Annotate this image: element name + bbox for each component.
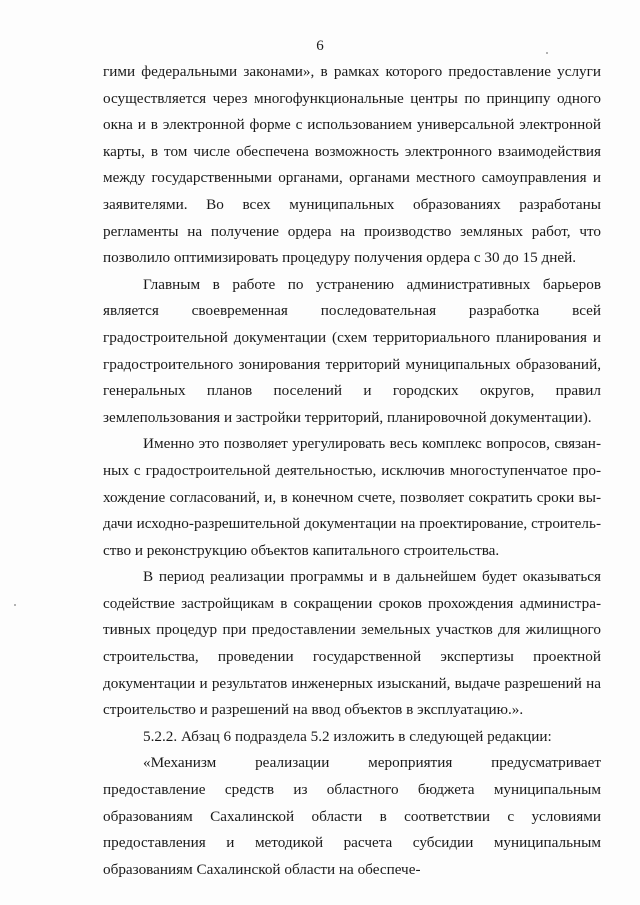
paragraph: Главным в работе по устранению административных барьеров является своевременная последовательная разработка всей градостроительной документации (схем территориального планирования и градостроительного зонирования территорий муниципальных образований, генеральных планов поселений и городских округов, правил землепользования и застройки территорий, планировочной документации). bbox=[103, 275, 601, 426]
paragraph: гими федеральными законами», в рамках которого предоставление услуги осуществляется через многофункциональные центры по принципу одного окна и в электронной форме с использованием универсальной электронной карты, в том числе обеспечена возможность электронного взаимодействия между государственными органами, органами местного самоуправления и заявителями. Во всех муниципальных образованиях разработаны регламенты на получение ордера на производство земляных работ, что позволило оптимизировать процедуру получения ордера с 30 до 15 дней. bbox=[103, 63, 601, 267]
paragraph: 5.2.2. Абзац 6 подраздела 5.2 изложить в следующей редакции: bbox=[143, 727, 552, 745]
scan-speck bbox=[14, 604, 16, 606]
document-body bbox=[103, 59, 601, 883]
paragraph: В период реализации программы и в дальнейшем будет оказываться содействие застройщикам в сокращении сроков прохождения административных процедур при предоставлении земельных участков для жилищного строительства, проведении государственной экспертизы проектной документации и результатов инженерных изысканий, выдаче разрешений на строительство и разрешений на ввод объектов в эксплуатацию.». bbox=[103, 568, 601, 719]
paragraph: «Механизм реализации мероприятия предусматривает предоставление средств из областного бюджета муниципальным образованиям Сахалинской области в соответствии с условиями предоставления и методикой расчета субсидии муниципальным образованиям Сахалинской области на обеспече- bbox=[103, 754, 601, 878]
paragraph: Именно это позволяет урегулировать весь комплекс вопросов, связанных с градостроительной деятельностью, исключив многоступенчатое прохождение согласований, и, в конечном счете, позволяет сократить сроки выдачи исходно-разрешительной документации на проектирование, строительство и реконструкцию объектов капитального строительства. bbox=[103, 435, 601, 559]
page-number: 6 bbox=[316, 38, 324, 54]
